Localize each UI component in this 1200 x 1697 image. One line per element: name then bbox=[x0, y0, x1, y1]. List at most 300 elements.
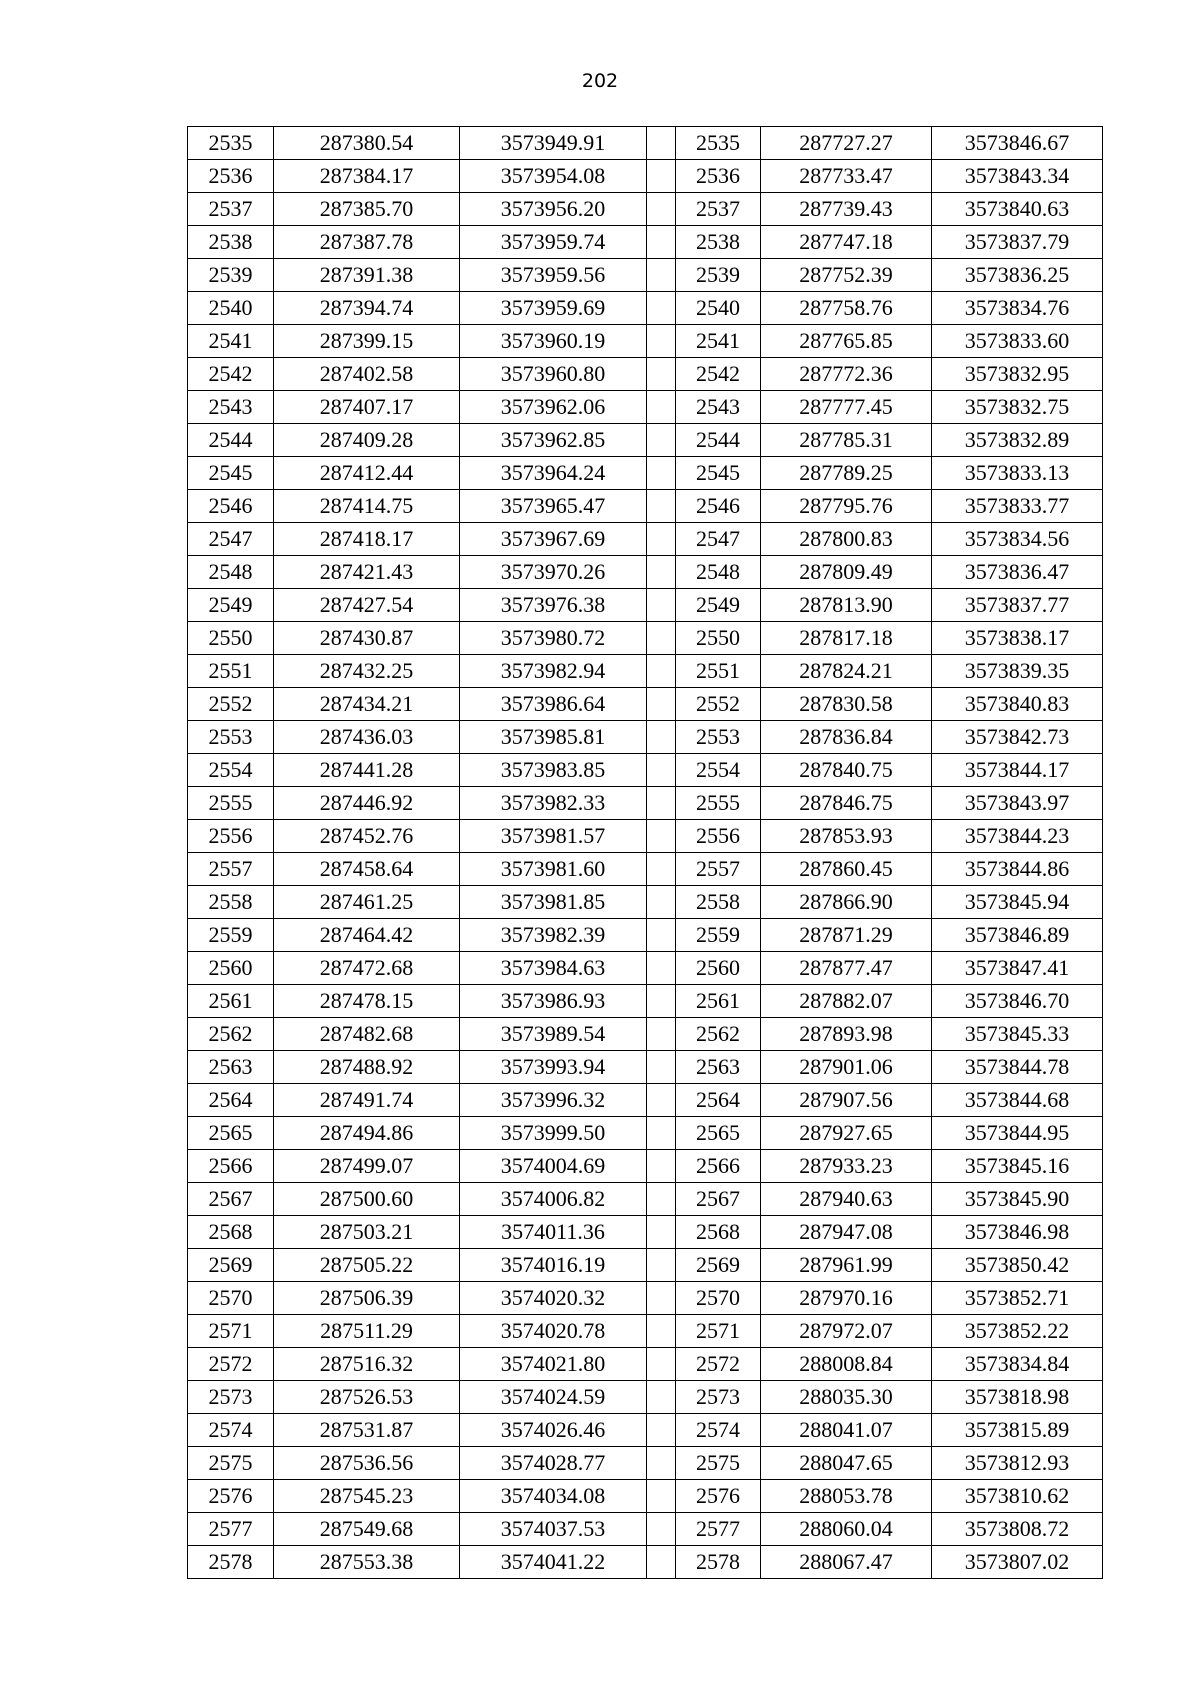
y-left-cell: 3573949.91 bbox=[460, 127, 647, 160]
y-right-cell: 3573832.95 bbox=[932, 358, 1103, 391]
table-row bbox=[188, 1414, 1103, 1447]
x-left-cell: 287452.76 bbox=[274, 820, 460, 853]
y-right-cell: 3573837.79 bbox=[932, 226, 1103, 259]
table-row bbox=[188, 226, 1103, 259]
y-right-cell: 3573844.78 bbox=[932, 1051, 1103, 1084]
y-left-cell: 3573981.60 bbox=[460, 853, 647, 886]
point-id-left-cell: 2544 bbox=[188, 424, 274, 457]
x-left-cell: 287488.92 bbox=[274, 1051, 460, 1084]
point-id-left-cell: 2557 bbox=[188, 853, 274, 886]
table-row bbox=[188, 457, 1103, 490]
spacer-cell bbox=[647, 985, 676, 1018]
y-left-cell: 3573962.06 bbox=[460, 391, 647, 424]
spacer-cell bbox=[647, 1183, 676, 1216]
point-id-right-cell: 2553 bbox=[676, 721, 761, 754]
y-left-cell: 3574020.78 bbox=[460, 1315, 647, 1348]
y-right-cell: 3573833.77 bbox=[932, 490, 1103, 523]
point-id-right-cell: 2545 bbox=[676, 457, 761, 490]
y-left-cell: 3574037.53 bbox=[460, 1513, 647, 1546]
point-id-right-cell: 2554 bbox=[676, 754, 761, 787]
point-id-right-cell: 2571 bbox=[676, 1315, 761, 1348]
table-row bbox=[188, 853, 1103, 886]
table-row bbox=[188, 193, 1103, 226]
point-id-right-cell: 2570 bbox=[676, 1282, 761, 1315]
table-row bbox=[188, 358, 1103, 391]
spacer-cell bbox=[647, 1348, 676, 1381]
y-left-cell: 3573960.80 bbox=[460, 358, 647, 391]
spacer-cell bbox=[647, 1249, 676, 1282]
point-id-right-cell: 2569 bbox=[676, 1249, 761, 1282]
point-id-left-cell: 2552 bbox=[188, 688, 274, 721]
point-id-right-cell: 2559 bbox=[676, 919, 761, 952]
point-id-left-cell: 2575 bbox=[188, 1447, 274, 1480]
table-row bbox=[188, 919, 1103, 952]
x-left-cell: 287461.25 bbox=[274, 886, 460, 919]
x-right-cell: 287893.98 bbox=[761, 1018, 932, 1051]
y-right-cell: 3573847.41 bbox=[932, 952, 1103, 985]
spacer-cell bbox=[647, 1447, 676, 1480]
point-id-right-cell: 2577 bbox=[676, 1513, 761, 1546]
table-row bbox=[188, 1216, 1103, 1249]
point-id-right-cell: 2564 bbox=[676, 1084, 761, 1117]
spacer-cell bbox=[647, 1513, 676, 1546]
x-right-cell: 287752.39 bbox=[761, 259, 932, 292]
point-id-left-cell: 2577 bbox=[188, 1513, 274, 1546]
point-id-right-cell: 2540 bbox=[676, 292, 761, 325]
table-row bbox=[188, 1051, 1103, 1084]
x-right-cell: 287739.43 bbox=[761, 193, 932, 226]
y-left-cell: 3574006.82 bbox=[460, 1183, 647, 1216]
y-right-cell: 3573845.90 bbox=[932, 1183, 1103, 1216]
x-right-cell: 287824.21 bbox=[761, 655, 932, 688]
x-right-cell: 287901.06 bbox=[761, 1051, 932, 1084]
y-left-cell: 3574026.46 bbox=[460, 1414, 647, 1447]
spacer-cell bbox=[647, 325, 676, 358]
spacer-cell bbox=[647, 1018, 676, 1051]
point-id-right-cell: 2578 bbox=[676, 1546, 761, 1579]
x-right-cell: 287871.29 bbox=[761, 919, 932, 952]
point-id-right-cell: 2548 bbox=[676, 556, 761, 589]
x-right-cell: 287947.08 bbox=[761, 1216, 932, 1249]
y-left-cell: 3573984.63 bbox=[460, 952, 647, 985]
x-right-cell: 287882.07 bbox=[761, 985, 932, 1018]
y-right-cell: 3573815.89 bbox=[932, 1414, 1103, 1447]
table-row bbox=[188, 1183, 1103, 1216]
point-id-right-cell: 2550 bbox=[676, 622, 761, 655]
y-right-cell: 3573852.71 bbox=[932, 1282, 1103, 1315]
spacer-cell bbox=[647, 1381, 676, 1414]
y-right-cell: 3573844.68 bbox=[932, 1084, 1103, 1117]
x-left-cell: 287500.60 bbox=[274, 1183, 460, 1216]
point-id-left-cell: 2538 bbox=[188, 226, 274, 259]
point-id-left-cell: 2546 bbox=[188, 490, 274, 523]
spacer-cell bbox=[647, 259, 676, 292]
x-right-cell: 287836.84 bbox=[761, 721, 932, 754]
x-left-cell: 287430.87 bbox=[274, 622, 460, 655]
point-id-left-cell: 2568 bbox=[188, 1216, 274, 1249]
y-left-cell: 3574024.59 bbox=[460, 1381, 647, 1414]
table-row bbox=[188, 1117, 1103, 1150]
spacer-cell bbox=[647, 193, 676, 226]
y-right-cell: 3573843.34 bbox=[932, 160, 1103, 193]
y-right-cell: 3573840.83 bbox=[932, 688, 1103, 721]
table-row bbox=[188, 1348, 1103, 1381]
spacer-cell bbox=[647, 622, 676, 655]
point-id-right-cell: 2541 bbox=[676, 325, 761, 358]
point-id-left-cell: 2574 bbox=[188, 1414, 274, 1447]
point-id-right-cell: 2535 bbox=[676, 127, 761, 160]
y-right-cell: 3573846.67 bbox=[932, 127, 1103, 160]
point-id-right-cell: 2536 bbox=[676, 160, 761, 193]
point-id-left-cell: 2558 bbox=[188, 886, 274, 919]
y-right-cell: 3573844.95 bbox=[932, 1117, 1103, 1150]
point-id-right-cell: 2574 bbox=[676, 1414, 761, 1447]
table-row bbox=[188, 721, 1103, 754]
y-left-cell: 3573960.19 bbox=[460, 325, 647, 358]
point-id-left-cell: 2548 bbox=[188, 556, 274, 589]
x-left-cell: 287531.87 bbox=[274, 1414, 460, 1447]
x-right-cell: 287970.16 bbox=[761, 1282, 932, 1315]
spacer-cell bbox=[647, 820, 676, 853]
y-right-cell: 3573832.75 bbox=[932, 391, 1103, 424]
point-id-left-cell: 2536 bbox=[188, 160, 274, 193]
x-left-cell: 287427.54 bbox=[274, 589, 460, 622]
y-left-cell: 3573999.50 bbox=[460, 1117, 647, 1150]
point-id-left-cell: 2540 bbox=[188, 292, 274, 325]
y-right-cell: 3573852.22 bbox=[932, 1315, 1103, 1348]
spacer-cell bbox=[647, 457, 676, 490]
x-right-cell: 287940.63 bbox=[761, 1183, 932, 1216]
x-left-cell: 287407.17 bbox=[274, 391, 460, 424]
point-id-left-cell: 2561 bbox=[188, 985, 274, 1018]
x-left-cell: 287414.75 bbox=[274, 490, 460, 523]
point-id-right-cell: 2547 bbox=[676, 523, 761, 556]
y-left-cell: 3574041.22 bbox=[460, 1546, 647, 1579]
y-left-cell: 3573981.85 bbox=[460, 886, 647, 919]
y-left-cell: 3573996.32 bbox=[460, 1084, 647, 1117]
y-right-cell: 3573837.77 bbox=[932, 589, 1103, 622]
point-id-left-cell: 2576 bbox=[188, 1480, 274, 1513]
x-right-cell: 287795.76 bbox=[761, 490, 932, 523]
y-right-cell: 3573840.63 bbox=[932, 193, 1103, 226]
point-id-right-cell: 2576 bbox=[676, 1480, 761, 1513]
x-left-cell: 287380.54 bbox=[274, 127, 460, 160]
y-right-cell: 3573844.23 bbox=[932, 820, 1103, 853]
point-id-left-cell: 2539 bbox=[188, 259, 274, 292]
point-id-right-cell: 2544 bbox=[676, 424, 761, 457]
y-right-cell: 3573846.70 bbox=[932, 985, 1103, 1018]
y-left-cell: 3573985.81 bbox=[460, 721, 647, 754]
spacer-cell bbox=[647, 1315, 676, 1348]
x-left-cell: 287399.15 bbox=[274, 325, 460, 358]
y-right-cell: 3573845.16 bbox=[932, 1150, 1103, 1183]
x-left-cell: 287446.92 bbox=[274, 787, 460, 820]
x-right-cell: 287785.31 bbox=[761, 424, 932, 457]
point-id-right-cell: 2557 bbox=[676, 853, 761, 886]
spacer-cell bbox=[647, 1084, 676, 1117]
point-id-left-cell: 2549 bbox=[188, 589, 274, 622]
spacer-cell bbox=[647, 1150, 676, 1183]
point-id-right-cell: 2539 bbox=[676, 259, 761, 292]
x-right-cell: 287747.18 bbox=[761, 226, 932, 259]
spacer-cell bbox=[647, 721, 676, 754]
y-left-cell: 3574011.36 bbox=[460, 1216, 647, 1249]
x-right-cell: 288053.78 bbox=[761, 1480, 932, 1513]
y-right-cell: 3573836.25 bbox=[932, 259, 1103, 292]
y-left-cell: 3573964.24 bbox=[460, 457, 647, 490]
x-right-cell: 287830.58 bbox=[761, 688, 932, 721]
point-id-right-cell: 2555 bbox=[676, 787, 761, 820]
spacer-cell bbox=[647, 160, 676, 193]
spacer-cell bbox=[647, 424, 676, 457]
x-right-cell: 287933.23 bbox=[761, 1150, 932, 1183]
point-id-right-cell: 2568 bbox=[676, 1216, 761, 1249]
table-row bbox=[188, 1315, 1103, 1348]
y-right-cell: 3573845.33 bbox=[932, 1018, 1103, 1051]
table-row bbox=[188, 1447, 1103, 1480]
spacer-cell bbox=[647, 1117, 676, 1150]
y-left-cell: 3574034.08 bbox=[460, 1480, 647, 1513]
x-left-cell: 287516.32 bbox=[274, 1348, 460, 1381]
point-id-right-cell: 2551 bbox=[676, 655, 761, 688]
y-left-cell: 3573989.54 bbox=[460, 1018, 647, 1051]
x-right-cell: 287813.90 bbox=[761, 589, 932, 622]
y-right-cell: 3573833.13 bbox=[932, 457, 1103, 490]
x-left-cell: 287441.28 bbox=[274, 754, 460, 787]
point-id-right-cell: 2549 bbox=[676, 589, 761, 622]
y-left-cell: 3574021.80 bbox=[460, 1348, 647, 1381]
table-row bbox=[188, 754, 1103, 787]
table-row bbox=[188, 886, 1103, 919]
x-right-cell: 288060.04 bbox=[761, 1513, 932, 1546]
point-id-left-cell: 2562 bbox=[188, 1018, 274, 1051]
spacer-cell bbox=[647, 853, 676, 886]
x-left-cell: 287553.38 bbox=[274, 1546, 460, 1579]
table-row bbox=[188, 1546, 1103, 1579]
x-right-cell: 287817.18 bbox=[761, 622, 932, 655]
x-right-cell: 287860.45 bbox=[761, 853, 932, 886]
coordinates-table bbox=[187, 126, 1103, 1579]
table-row bbox=[188, 1282, 1103, 1315]
point-id-right-cell: 2537 bbox=[676, 193, 761, 226]
point-id-right-cell: 2542 bbox=[676, 358, 761, 391]
x-right-cell: 287800.83 bbox=[761, 523, 932, 556]
y-left-cell: 3573970.26 bbox=[460, 556, 647, 589]
point-id-left-cell: 2555 bbox=[188, 787, 274, 820]
point-id-right-cell: 2556 bbox=[676, 820, 761, 853]
point-id-left-cell: 2565 bbox=[188, 1117, 274, 1150]
table-row bbox=[188, 1381, 1103, 1414]
point-id-left-cell: 2545 bbox=[188, 457, 274, 490]
table-row bbox=[188, 952, 1103, 985]
x-right-cell: 288035.30 bbox=[761, 1381, 932, 1414]
point-id-left-cell: 2537 bbox=[188, 193, 274, 226]
spacer-cell bbox=[647, 787, 676, 820]
table-row bbox=[188, 160, 1103, 193]
x-right-cell: 287777.45 bbox=[761, 391, 932, 424]
x-right-cell: 287846.75 bbox=[761, 787, 932, 820]
x-right-cell: 287733.47 bbox=[761, 160, 932, 193]
table-row bbox=[188, 1480, 1103, 1513]
x-left-cell: 287511.29 bbox=[274, 1315, 460, 1348]
spacer-cell bbox=[647, 1414, 676, 1447]
y-left-cell: 3573956.20 bbox=[460, 193, 647, 226]
table-row bbox=[188, 1150, 1103, 1183]
table-row bbox=[188, 1513, 1103, 1546]
point-id-left-cell: 2571 bbox=[188, 1315, 274, 1348]
y-right-cell: 3573843.97 bbox=[932, 787, 1103, 820]
x-left-cell: 287499.07 bbox=[274, 1150, 460, 1183]
point-id-right-cell: 2543 bbox=[676, 391, 761, 424]
y-left-cell: 3573965.47 bbox=[460, 490, 647, 523]
spacer-cell bbox=[647, 1216, 676, 1249]
x-right-cell: 287866.90 bbox=[761, 886, 932, 919]
point-id-right-cell: 2565 bbox=[676, 1117, 761, 1150]
y-right-cell: 3573842.73 bbox=[932, 721, 1103, 754]
point-id-left-cell: 2535 bbox=[188, 127, 274, 160]
x-right-cell: 288041.07 bbox=[761, 1414, 932, 1447]
y-left-cell: 3573983.85 bbox=[460, 754, 647, 787]
point-id-right-cell: 2566 bbox=[676, 1150, 761, 1183]
table-row bbox=[188, 127, 1103, 160]
y-right-cell: 3573812.93 bbox=[932, 1447, 1103, 1480]
spacer-cell bbox=[647, 886, 676, 919]
point-id-left-cell: 2541 bbox=[188, 325, 274, 358]
x-left-cell: 287387.78 bbox=[274, 226, 460, 259]
x-right-cell: 287789.25 bbox=[761, 457, 932, 490]
table-row bbox=[188, 985, 1103, 1018]
x-left-cell: 287432.25 bbox=[274, 655, 460, 688]
y-right-cell: 3573808.72 bbox=[932, 1513, 1103, 1546]
point-id-left-cell: 2563 bbox=[188, 1051, 274, 1084]
x-left-cell: 287503.21 bbox=[274, 1216, 460, 1249]
point-id-left-cell: 2551 bbox=[188, 655, 274, 688]
y-right-cell: 3573834.56 bbox=[932, 523, 1103, 556]
y-left-cell: 3573954.08 bbox=[460, 160, 647, 193]
point-id-right-cell: 2561 bbox=[676, 985, 761, 1018]
point-id-left-cell: 2569 bbox=[188, 1249, 274, 1282]
x-left-cell: 287434.21 bbox=[274, 688, 460, 721]
y-right-cell: 3573834.76 bbox=[932, 292, 1103, 325]
point-id-left-cell: 2567 bbox=[188, 1183, 274, 1216]
spacer-cell bbox=[647, 1282, 676, 1315]
spacer-cell bbox=[647, 226, 676, 259]
y-left-cell: 3573981.57 bbox=[460, 820, 647, 853]
point-id-left-cell: 2564 bbox=[188, 1084, 274, 1117]
point-id-left-cell: 2566 bbox=[188, 1150, 274, 1183]
point-id-right-cell: 2562 bbox=[676, 1018, 761, 1051]
point-id-left-cell: 2560 bbox=[188, 952, 274, 985]
y-right-cell: 3573836.47 bbox=[932, 556, 1103, 589]
x-left-cell: 287412.44 bbox=[274, 457, 460, 490]
x-right-cell: 287809.49 bbox=[761, 556, 932, 589]
spacer-cell bbox=[647, 1480, 676, 1513]
x-right-cell: 287765.85 bbox=[761, 325, 932, 358]
point-id-right-cell: 2563 bbox=[676, 1051, 761, 1084]
spacer-cell bbox=[647, 655, 676, 688]
point-id-right-cell: 2575 bbox=[676, 1447, 761, 1480]
y-left-cell: 3573982.94 bbox=[460, 655, 647, 688]
x-left-cell: 287478.15 bbox=[274, 985, 460, 1018]
x-left-cell: 287409.28 bbox=[274, 424, 460, 457]
point-id-left-cell: 2573 bbox=[188, 1381, 274, 1414]
x-left-cell: 287549.68 bbox=[274, 1513, 460, 1546]
point-id-right-cell: 2560 bbox=[676, 952, 761, 985]
x-left-cell: 287458.64 bbox=[274, 853, 460, 886]
point-id-left-cell: 2556 bbox=[188, 820, 274, 853]
y-right-cell: 3573845.94 bbox=[932, 886, 1103, 919]
x-left-cell: 287505.22 bbox=[274, 1249, 460, 1282]
table-row bbox=[188, 787, 1103, 820]
y-left-cell: 3573986.64 bbox=[460, 688, 647, 721]
spacer-cell bbox=[647, 1051, 676, 1084]
table-row bbox=[188, 1249, 1103, 1282]
x-left-cell: 287394.74 bbox=[274, 292, 460, 325]
x-left-cell: 287494.86 bbox=[274, 1117, 460, 1150]
x-right-cell: 288008.84 bbox=[761, 1348, 932, 1381]
spacer-cell bbox=[647, 490, 676, 523]
x-right-cell: 287758.76 bbox=[761, 292, 932, 325]
spacer-cell bbox=[647, 523, 676, 556]
point-id-left-cell: 2553 bbox=[188, 721, 274, 754]
y-right-cell: 3573810.62 bbox=[932, 1480, 1103, 1513]
spacer-cell bbox=[647, 589, 676, 622]
point-id-right-cell: 2546 bbox=[676, 490, 761, 523]
x-right-cell: 287840.75 bbox=[761, 754, 932, 787]
y-left-cell: 3573986.93 bbox=[460, 985, 647, 1018]
x-left-cell: 287536.56 bbox=[274, 1447, 460, 1480]
x-left-cell: 287506.39 bbox=[274, 1282, 460, 1315]
x-right-cell: 287727.27 bbox=[761, 127, 932, 160]
y-left-cell: 3574020.32 bbox=[460, 1282, 647, 1315]
y-left-cell: 3573959.56 bbox=[460, 259, 647, 292]
y-left-cell: 3573959.69 bbox=[460, 292, 647, 325]
spacer-cell bbox=[647, 358, 676, 391]
y-left-cell: 3573980.72 bbox=[460, 622, 647, 655]
spacer-cell bbox=[647, 391, 676, 424]
table-row bbox=[188, 523, 1103, 556]
x-left-cell: 287385.70 bbox=[274, 193, 460, 226]
spacer-cell bbox=[647, 1546, 676, 1579]
point-id-right-cell: 2558 bbox=[676, 886, 761, 919]
table-row bbox=[188, 1018, 1103, 1051]
x-left-cell: 287482.68 bbox=[274, 1018, 460, 1051]
y-left-cell: 3573982.33 bbox=[460, 787, 647, 820]
table-row bbox=[188, 490, 1103, 523]
x-right-cell: 287877.47 bbox=[761, 952, 932, 985]
y-right-cell: 3573850.42 bbox=[932, 1249, 1103, 1282]
x-right-cell: 288047.65 bbox=[761, 1447, 932, 1480]
x-left-cell: 287491.74 bbox=[274, 1084, 460, 1117]
table-row bbox=[188, 655, 1103, 688]
y-right-cell: 3573846.89 bbox=[932, 919, 1103, 952]
point-id-left-cell: 2570 bbox=[188, 1282, 274, 1315]
x-left-cell: 287472.68 bbox=[274, 952, 460, 985]
table-row bbox=[188, 292, 1103, 325]
point-id-right-cell: 2552 bbox=[676, 688, 761, 721]
point-id-right-cell: 2538 bbox=[676, 226, 761, 259]
point-id-right-cell: 2573 bbox=[676, 1381, 761, 1414]
table-row bbox=[188, 589, 1103, 622]
y-left-cell: 3573993.94 bbox=[460, 1051, 647, 1084]
x-left-cell: 287545.23 bbox=[274, 1480, 460, 1513]
x-left-cell: 287384.17 bbox=[274, 160, 460, 193]
x-right-cell: 287927.65 bbox=[761, 1117, 932, 1150]
table-row bbox=[188, 424, 1103, 457]
table-row bbox=[188, 556, 1103, 589]
y-right-cell: 3573846.98 bbox=[932, 1216, 1103, 1249]
point-id-right-cell: 2567 bbox=[676, 1183, 761, 1216]
